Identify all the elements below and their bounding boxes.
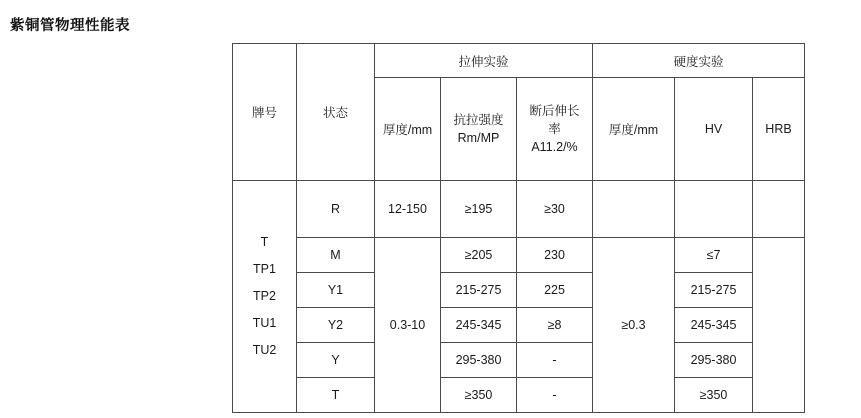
- table-row: [233, 343, 805, 378]
- table-row: [233, 308, 805, 343]
- cell-thickness-tensile: 12-150: [375, 181, 441, 238]
- header-hrb: HRB: [753, 78, 805, 181]
- header-group-tensile: 拉伸实验: [375, 44, 593, 78]
- cell-elongation: ≥8: [517, 308, 593, 343]
- cell-tensile-strength: ≥205: [441, 238, 517, 273]
- cell-elongation: -: [517, 343, 593, 378]
- table-row: [233, 378, 805, 413]
- cell-tensile-strength: ≥350: [441, 378, 517, 413]
- grade-line: TU1: [252, 315, 277, 330]
- grade-line: TP2: [253, 289, 276, 304]
- cell-tensile-strength: 245-345: [441, 308, 517, 343]
- header-grade: 牌号: [233, 44, 297, 181]
- cell-hv: 295-380: [675, 343, 753, 378]
- cell-state: Y1: [297, 273, 375, 308]
- cell-hrb: [753, 181, 805, 238]
- cell-thickness-hardness-group: ≥0.3: [593, 238, 675, 413]
- header-tensile-strength-line1: 抗拉强度: [453, 112, 504, 127]
- table-group-header-row: [233, 44, 805, 78]
- cell-hv: ≤7: [675, 238, 753, 273]
- cell-elongation: -: [517, 378, 593, 413]
- cell-tensile-strength: 215-275: [441, 273, 517, 308]
- grade-line: TU2: [252, 342, 277, 357]
- cell-elongation: 230: [517, 238, 593, 273]
- cell-state: Y: [297, 343, 375, 378]
- table-row: [233, 181, 805, 238]
- cell-state: T: [297, 378, 375, 413]
- header-tensile-strength: [441, 78, 517, 181]
- cell-tensile-strength: 295-380: [441, 343, 517, 378]
- cell-grade-group: [233, 181, 297, 413]
- table-row: [233, 238, 805, 273]
- header-tensile-strength-line2: Rm/MP: [457, 131, 500, 145]
- grade-line: T: [260, 235, 269, 250]
- cell-state: R: [297, 181, 375, 238]
- cell-hv: [675, 181, 753, 238]
- page-title: 紫铜管物理性能表: [10, 18, 130, 34]
- cell-thickness-tensile-group: 0.3-10: [375, 238, 441, 413]
- header-hv: HV: [675, 78, 753, 181]
- header-thickness-tensile: 厚度/mm: [375, 78, 441, 181]
- header-elongation-line2: 率: [548, 121, 561, 136]
- cell-elongation: ≥30: [517, 181, 593, 238]
- header-elongation: [517, 78, 593, 181]
- cell-hv: 215-275: [675, 273, 753, 308]
- grade-line: TP1: [253, 262, 276, 277]
- cell-tensile-strength: ≥195: [441, 181, 517, 238]
- table-row: [233, 273, 805, 308]
- cell-hrb: [753, 238, 805, 413]
- cell-elongation: 225: [517, 273, 593, 308]
- cell-hv: ≥350: [675, 378, 753, 413]
- cell-state: Y2: [297, 308, 375, 343]
- cell-thickness-hardness: [593, 181, 675, 238]
- cell-hv: 245-345: [675, 308, 753, 343]
- physical-properties-table: [232, 43, 805, 413]
- header-elongation-line1: 断后伸长: [529, 103, 580, 118]
- spec-table-container: [232, 43, 805, 413]
- header-thickness-hardness: 厚度/mm: [593, 78, 675, 181]
- cell-state: M: [297, 238, 375, 273]
- header-state: 状态: [297, 44, 375, 181]
- header-group-hardness: 硬度实验: [593, 44, 805, 78]
- header-elongation-line3: A11.2/%: [531, 140, 578, 155]
